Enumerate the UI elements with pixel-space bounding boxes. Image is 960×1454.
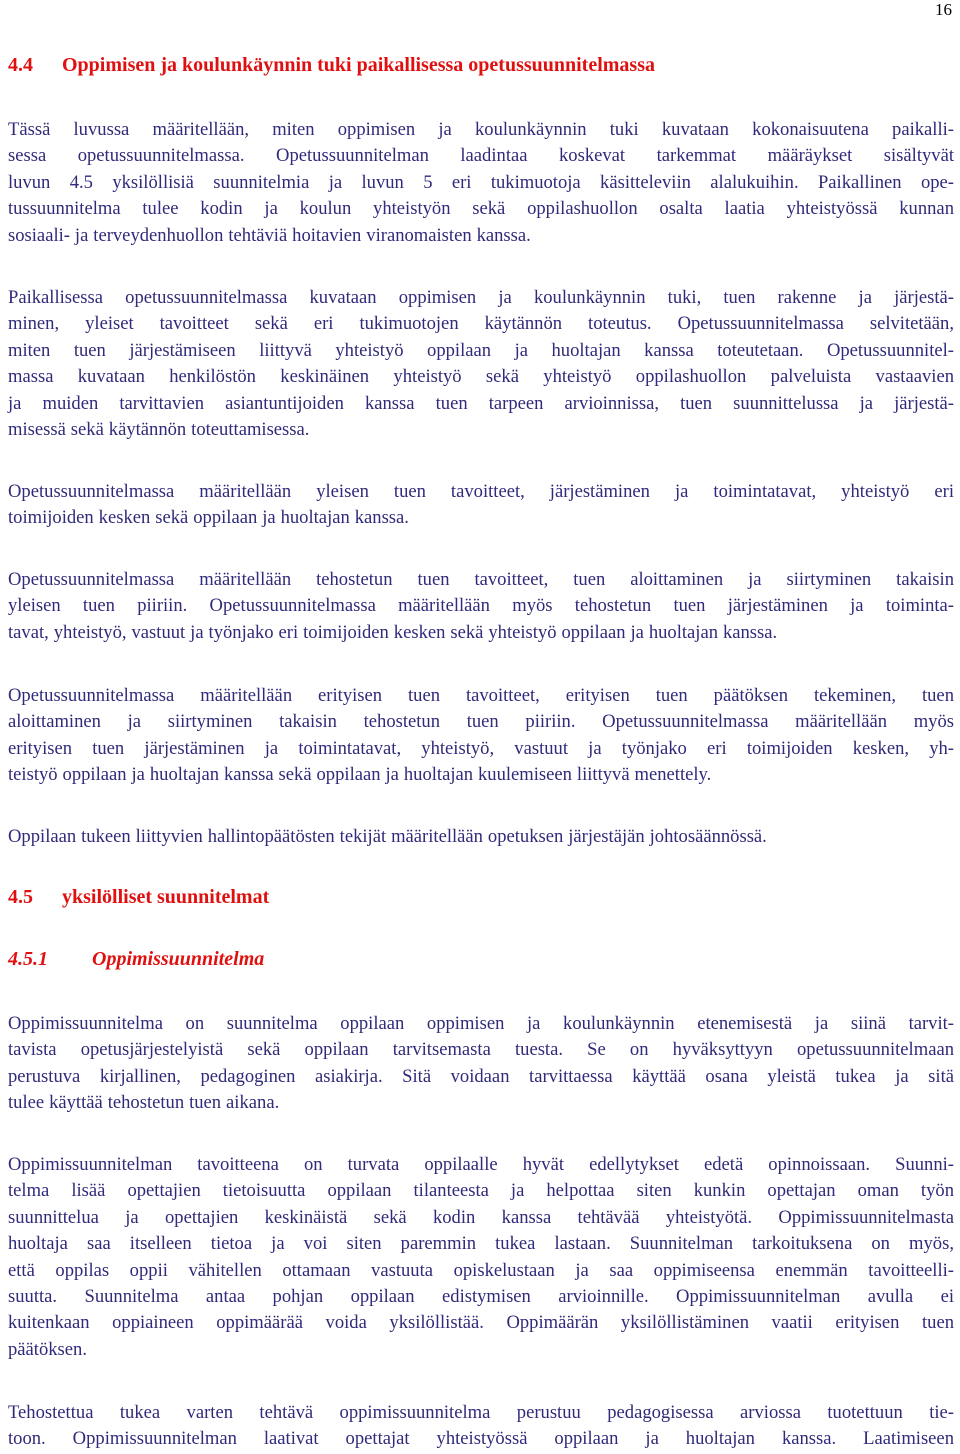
- text-line: misessä sekä käytännön toteuttamisessa.: [8, 419, 310, 441]
- text-line: luvun 4.5 yksilöllisiä suunnitelmia ja luvun 5 eri tukimuotoja käsitteleviin alalukuihin. Paikallinen ope-: [8, 171, 954, 193]
- text-line: Tässä luvussa määritellään, miten oppimisen ja koulunkäynnin tuki kuvataan kokonaisuutena paikalli-: [8, 119, 954, 140]
- text-line: telma lisää opettajien tietoisuutta oppilaan tilanteesta ja helpottaa siten kunkin opettajan oman työn: [8, 1180, 954, 1202]
- text-line: suunnittelua ja opettajien keskinäistä sekä kodin kanssa tehtävää yhteistyötä. Oppimissuunnitelmasta: [8, 1206, 954, 1228]
- text-line: massa kuvataan henkilöstön keskinäinen yhteistyö sekä yhteistyö oppilashuollon palveluista vastaavien: [8, 366, 954, 388]
- text-line: tussuunnitelma tulee kodin ja koulun yhteistyön sekä oppilashuollon osalta laatia yhteistyössä kunnan: [8, 198, 954, 220]
- text-line: perustuva kirjallinen, pedagoginen asiakirja. Sitä voidaan tarvittaessa käyttää osana yleistä tukea ja sitä: [8, 1065, 954, 1087]
- text-line: Oppilaan tukeen liittyvien hallintopäätösten tekijät määritellään opetuksen järjestäjän johtosäännössä.: [8, 826, 767, 847]
- text-line: toimijoiden kesken sekä oppilaan ja huoltajan kanssa.: [8, 507, 409, 529]
- section-title: yksilölliset suunnitelmat: [62, 886, 270, 908]
- paragraph-intensified-support: [8, 567, 954, 646]
- section-title: Oppimisen ja koulunkäynnin tuki paikallisessa opetussuunnitelmassa: [62, 54, 655, 76]
- section-number: 4.4: [8, 54, 33, 76]
- paragraph-intro: [8, 117, 954, 249]
- text-line: aloittaminen ja siirtyminen takaisin tehostetun tuen piiriin. Opetussuunnitelmassa määritellään myös: [8, 711, 954, 733]
- text-line: miten tuen järjestämiseen liittyvä yhteistyö oppilaan ja huoltajan kanssa toteutetaan. Opetussuunnitel-: [8, 339, 954, 361]
- text-line: tulee käyttää tehostetun tuen aikana.: [8, 1092, 280, 1114]
- text-line: Tehostettua tukea varten tehtävä oppimissuunnitelma perustuu pedagogisessa arviossa tuotettuun tie-: [8, 1402, 954, 1423]
- text-line: Oppimissuunnitelma on suunnitelma oppilaan oppimisen ja koulunkäynnin etenemisestä ja siinä tarvit-: [8, 1013, 954, 1034]
- paragraph-description: [8, 285, 954, 443]
- text-line: Oppimissuunnitelman tavoitteena on turvata oppilaalle hyvät edellytykset edetä opinnoissaan. Suunni-: [8, 1154, 954, 1175]
- section-heading-4-5: [8, 886, 269, 909]
- page-number: 16: [935, 0, 952, 19]
- text-line: päätöksen.: [8, 1338, 87, 1360]
- text-line: ja muiden tarvittavien asiantuntijoiden kanssa tuen tarpeen arvioinnissa, tuen suunnittelussa ja järjestä-: [8, 392, 954, 414]
- text-line: sessa opetussuunnitelmassa. Opetussuunnitelman laadintaa koskevat tarkemmat määräykset sisältyvät: [8, 145, 954, 167]
- text-line: huoltaja saa itselleen tietoa ja voi siten paremmin tukea lastaan. Suunnitelman tarkoituksena on myös,: [8, 1233, 954, 1255]
- paragraph-general-support: [8, 479, 954, 532]
- text-line: Opetussuunnitelmassa määritellään erityisen tuen tavoitteet, erityisen tuen päätöksen tekeminen, tuen: [8, 685, 954, 706]
- paragraph-learning-plan-goal: [8, 1152, 954, 1363]
- section-number: 4.5: [8, 886, 33, 908]
- paragraph-special-support: [8, 683, 954, 789]
- text-line: Paikallisessa opetussuunnitelmassa kuvataan oppimisen ja koulunkäynnin tuki, tuen rakenne ja järjestä-: [8, 287, 954, 308]
- text-line: tavat, yhteistyö, vastuut ja työnjako eri toimijoiden kesken sekä yhteistyö oppilaan ja huoltajan kanssa.: [8, 621, 778, 643]
- text-line: suutta. Suunnitelma antaa pohjan oppilaan edistymisen arvioinnille. Oppimissuunnitelman avulla ei: [8, 1286, 954, 1308]
- text-line: Opetussuunnitelmassa määritellään yleisen tuen tavoitteet, järjestäminen ja toimintatavat, yhteistyö eri: [8, 481, 954, 502]
- text-line: teistyö oppilaan ja huoltajan kanssa sekä oppilaan ja huoltajan kuulemiseen liittyvä menettely.: [8, 764, 712, 786]
- text-line: sosiaali- ja terveydenhuollon tehtäviä hoitavien viranomaisten kanssa.: [8, 224, 531, 246]
- text-line: yleisen tuen piiriin. Opetussuunnitelmassa määritellään myös tehostetun tuen järjestäminen ja toiminta-: [8, 595, 954, 617]
- text-line: toon. Oppimissuunnitelman laativat opettajat yhteistyössä oppilaan ja huoltajan kanssa. Laatimiseen: [8, 1428, 954, 1450]
- text-line: että oppilas oppii vähitellen ottamaan vastuuta opiskelustaan ja saa oppimiseensa enemmän tavoitteelli-: [8, 1259, 954, 1281]
- section-number: 4.5.1: [8, 948, 48, 970]
- paragraph-learning-plan-definition: [8, 1011, 954, 1117]
- paragraph-intensified-learning-plan: [8, 1400, 954, 1453]
- text-line: Opetussuunnitelmassa määritellään tehostetun tuen tavoitteet, tuen aloittaminen ja siirtyminen takaisin: [8, 569, 954, 590]
- paragraph-administrative-decisions: [8, 824, 954, 850]
- text-line: tavista opetusjärjestelyistä sekä oppilaan tarvitsemasta tuesta. Se on hyväksyttyyn opetussuunnitelmaan: [8, 1039, 954, 1061]
- text-line: erityisen tuen järjestäminen ja toimintatavat, yhteistyö, vastuut ja työnjako eri toimijoiden kesken, yh-: [8, 737, 954, 759]
- section-title: Oppimissuunnitelma: [92, 948, 265, 970]
- section-heading-4-4: [8, 54, 655, 77]
- subsection-heading-4-5-1: [8, 948, 264, 971]
- text-line: kuitenkaan oppiaineen oppimäärää voida yksilöllistää. Oppimäärän yksilöllistäminen vaatii erityisen tuen: [8, 1312, 954, 1334]
- text-line: minen, yleiset tavoitteet sekä eri tukimuotojen käytännön toteutus. Opetussuunnitelmassa selvitetään,: [8, 313, 954, 335]
